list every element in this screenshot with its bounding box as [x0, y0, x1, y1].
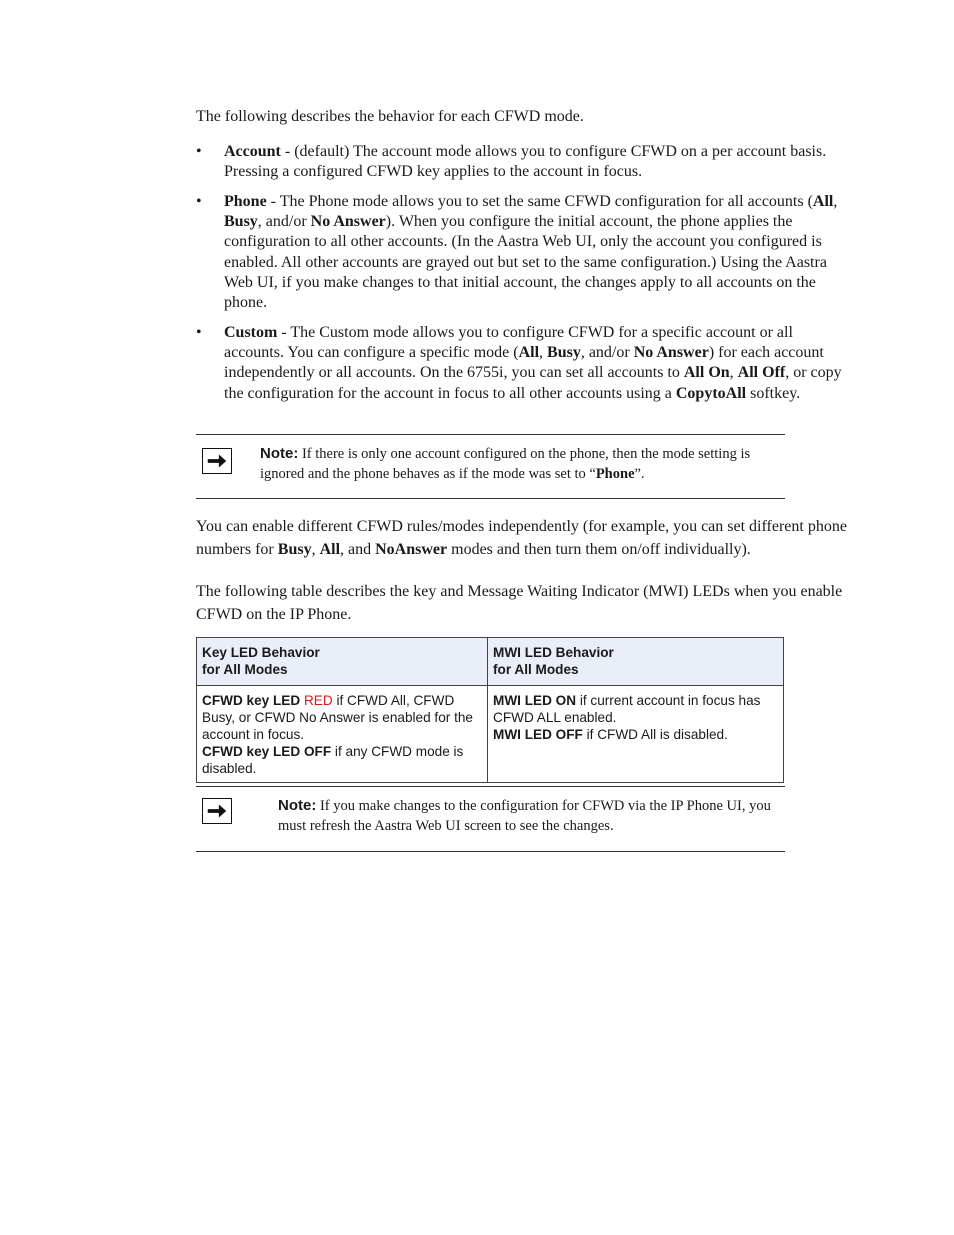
bold-term: Busy: [277, 541, 312, 558]
bold-term: No Answer: [310, 213, 386, 231]
table-row: [197, 686, 784, 783]
bold-term: MWI LED ON: [493, 693, 577, 708]
bold-term: CFWD key LED OFF: [202, 744, 332, 759]
text-run: If there is only one account configured on the phone, then the mode setting is ignored and the phone behaves as if the mode was set to “: [260, 446, 751, 482]
text-run: ) for each account independently or all accounts. On the 6755i, you can set all accounts to: [224, 344, 824, 382]
bold-term: NoAnswer: [375, 541, 448, 558]
bold-term: Busy: [547, 344, 581, 362]
text-run: modes and then turn them on/off individually).: [447, 541, 751, 558]
bold-term: All: [319, 541, 341, 558]
bold-term: CopytoAll: [675, 384, 747, 402]
bold-term: Phone: [595, 466, 635, 482]
text-run: ,: [311, 541, 320, 558]
cell-mwi-led: [488, 686, 784, 783]
text-run: You can enable different CFWD rules/modes independently (for example, you can set different phone numbers for: [196, 518, 847, 558]
text-run: , and: [340, 541, 376, 558]
bold-term: MWI LED OFF: [493, 727, 583, 742]
text-run: softkey.: [746, 384, 801, 402]
text-run: if any CFWD mode is disabled.: [202, 744, 464, 776]
text-run: If you make changes to the configuration for CFWD via the IP Phone UI, you must refresh the Aastra Web UI screen to see the changes.: [278, 798, 771, 834]
table-intro-paragraph: The following table describes the key and Message Waiting Indicator (MWI) LEDs when you enable CFWD on the IP Phone.: [196, 583, 843, 623]
bullet-text: [224, 323, 856, 404]
note-box-2: [196, 786, 785, 852]
bold-term: Account: [224, 143, 281, 160]
text-run: , or copy the configuration for the account in focus to all other accounts using a: [224, 364, 842, 402]
text-run: ,: [539, 344, 548, 362]
table-header-row: [197, 638, 784, 686]
note-body: [260, 446, 750, 482]
bullet-symbol: •: [196, 193, 202, 210]
bold-term: All: [518, 344, 540, 362]
red-led-text: RED: [303, 693, 333, 708]
right-arrow-icon: [202, 798, 232, 824]
intro-paragraph: The following describes the behavior for each CFWD mode.: [196, 108, 584, 125]
bullet-text: [224, 192, 856, 313]
text-run: if CFWD All is disabled.: [582, 727, 728, 742]
text-run: if CFWD All, CFWD Busy, or CFWD No Answer is enabled for the account in focus.: [202, 693, 473, 742]
bullet-symbol: •: [196, 324, 202, 341]
note-label: Note:: [260, 445, 299, 462]
bold-term: No Answer: [633, 344, 709, 362]
bullet-symbol: •: [196, 143, 202, 160]
text-run: ,: [729, 364, 738, 382]
cell-key-led: [197, 686, 488, 783]
text-run: ,: [833, 193, 838, 210]
led-behavior-table: [196, 637, 784, 783]
bold-term: All: [812, 193, 834, 210]
text-run: - The Phone mode allows you to set the same CFWD configuration for all accounts (: [266, 193, 813, 210]
note-box-1: [196, 434, 785, 499]
bullet-text: [224, 142, 856, 182]
text-run: - (default) The account mode allows you to configure CFWD on a per account basis. Pressing a configured CFWD key applies to the account in focus.: [224, 143, 827, 181]
text-run: - The Custom mode allows you to configure CFWD for a specific account or all accounts. You can configure a specific mode (: [224, 324, 793, 362]
text-run: , and/or: [580, 344, 634, 362]
header-key-led: Key LED Behavior for All Modes: [197, 638, 488, 686]
text-run: , and/or: [257, 213, 311, 231]
text-run: ). When you configure the initial account, the phone applies the configuration to all other accounts. (In the Aastra Web UI, only the account you configured is enabled. All other accounts are grayed out but set to the same configuration.) Using the Aastra Web UI, if you make changes to that initial account, the changes apply to all accounts on the phone.: [224, 213, 827, 312]
note-text: [278, 796, 786, 836]
bold-term: Custom: [224, 324, 278, 341]
bold-term: Busy: [224, 213, 258, 231]
rules-paragraph: [196, 515, 856, 561]
note-text: [260, 444, 788, 484]
note-label: Note:: [278, 797, 317, 814]
bold-term: CFWD key LED: [202, 693, 301, 708]
header-mwi-led: MWI LED Behavior for All Modes: [488, 638, 784, 686]
bold-term: All Off: [737, 364, 786, 382]
bold-term: Phone: [224, 193, 267, 210]
text-run: ”.: [634, 466, 645, 482]
bold-term: All On: [683, 364, 730, 382]
note-body: [278, 798, 771, 834]
text-run: if current account in focus has CFWD ALL enabled.: [493, 693, 761, 725]
right-arrow-icon: [202, 448, 232, 474]
